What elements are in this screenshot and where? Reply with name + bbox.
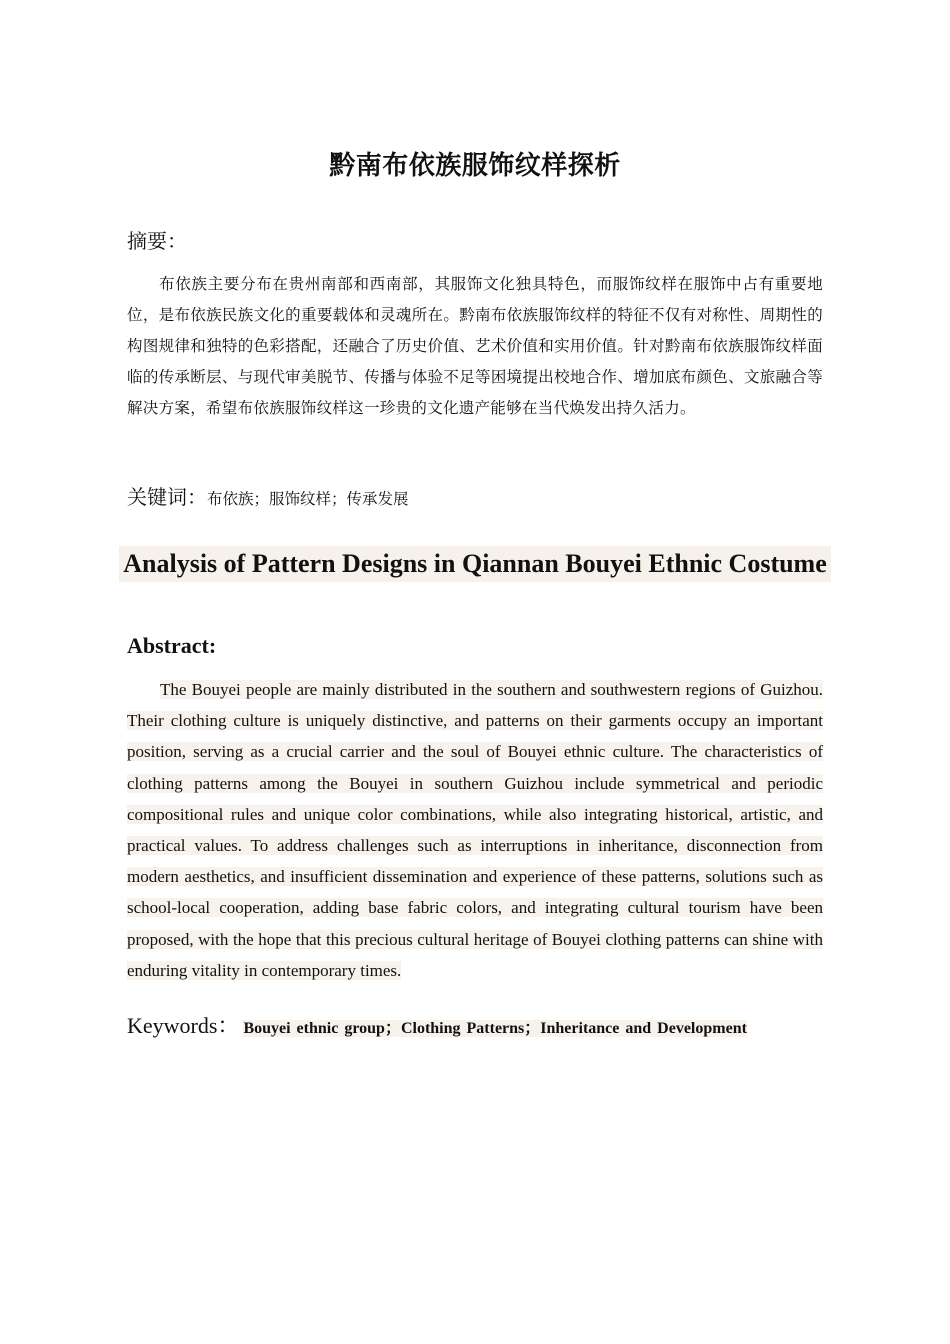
english-title-block: [0, 546, 950, 582]
english-abstract-paragraph: [127, 674, 823, 986]
english-keywords-label: Keywords：: [127, 1013, 240, 1038]
english-title: Analysis of Pattern Designs in Qiannan Bouyei Ethnic Costume: [119, 546, 831, 582]
chinese-keywords-label: 关键词：: [127, 485, 207, 509]
english-keywords-value: Bouyei ethnic group；Clothing Patterns；Inheritance and Development: [243, 1020, 747, 1037]
english-abstract-label: Abstract:: [127, 633, 217, 658]
chinese-keywords-value: 布依族；服饰纹样；传承发展: [207, 490, 409, 508]
english-keywords: [127, 1010, 823, 1045]
english-abstract-text: The Bouyei people are mainly distributed in the southern and southwestern regions of Guizhou. Their clothing culture is uniquely distinctive, and patterns on their garments occupy an important position, serving as a crucial carrier and the soul of Bouyei ethnic culture. The characteristics of clothing patterns among the Bouyei in southern Guizhou include symmetrical and periodic compositional rules and unique color combinations, while also integrating historical, artistic, and practical values. To address challenges such as interruptions in inheritance, disconnection from modern aesthetics, and insufficient dissemination and experience of these patterns, solutions such as school-local cooperation, adding base fabric colors, and integrating cultural tourism have been proposed, with the hope that this precious cultural heritage of Bouyei clothing patterns can shine with enduring vitality in contemporary times.: [127, 680, 823, 980]
chinese-keywords: [127, 482, 823, 514]
chinese-abstract-text: 布依族主要分布在贵州南部和西南部，其服饰文化独具特色，而服饰纹样在服饰中占有重要地位，是布依族民族文化的重要载体和灵魂所在。黔南布依族服饰纹样的特征不仅有对称性、周期性的构图规律和独特的色彩搭配，还融合了历史价值、艺术价值和实用价值。针对黔南布依族服饰纹样面临的传承断层、与现代审美脱节、传播与体验不足等困境提出校地合作、增加底布颜色、文旅融合等解决方案，希望布依族服饰纹样这一珍贵的文化遗产能够在当代焕发出持久活力。: [127, 275, 823, 417]
chinese-title: 黔南布依族服饰纹样探析: [329, 151, 621, 181]
chinese-abstract-label: 摘要：: [127, 229, 187, 253]
